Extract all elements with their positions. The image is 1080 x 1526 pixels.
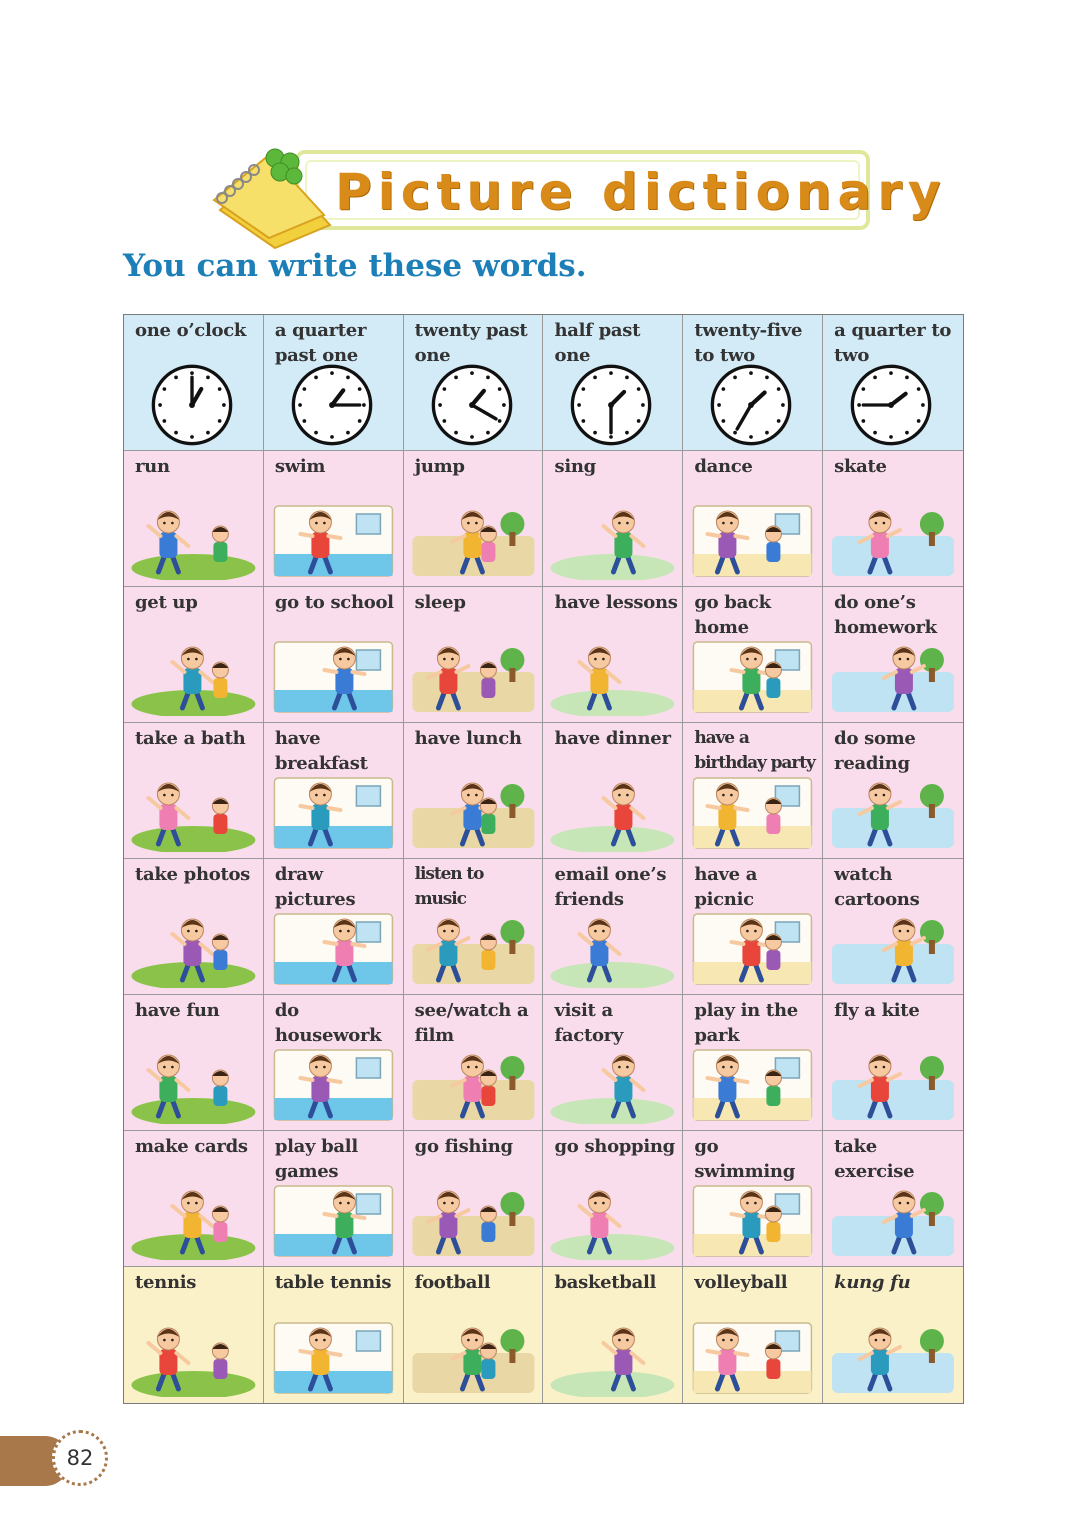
activity-illustration: [128, 768, 259, 852]
word-label: take exercise: [834, 1136, 915, 1182]
word-cell: [404, 723, 544, 859]
word-cell: [683, 723, 823, 859]
word-cell: [124, 587, 264, 723]
activity-illustration: [687, 904, 818, 988]
activity-illustration: [128, 632, 259, 716]
activity-illustration-icon: [547, 1040, 678, 1124]
activity-illustration-icon: [827, 904, 959, 988]
word-cell: [543, 859, 683, 995]
word-cell: [543, 1131, 683, 1267]
word-label: listen to music: [414, 864, 484, 909]
activity-illustration-icon: [687, 1040, 818, 1124]
word-label: a quarter to two: [834, 320, 952, 366]
clock-icon: [709, 363, 793, 447]
activity-illustration: [268, 1313, 399, 1397]
word-cell: [683, 1267, 823, 1403]
activity-illustration: [687, 1176, 818, 1260]
activity-illustration-icon: [268, 1176, 399, 1260]
activity-illustration-icon: [827, 768, 959, 852]
word-label: take photos: [135, 864, 251, 885]
word-cell: [264, 1267, 404, 1403]
activity-illustration: [268, 1176, 399, 1260]
activity-illustration: [547, 1313, 678, 1397]
word-cell: [264, 723, 404, 859]
activity-illustration-icon: [268, 632, 399, 716]
activity-illustration-icon: [547, 768, 678, 852]
activity-illustration-icon: [687, 632, 818, 716]
word-label: go back home: [694, 592, 771, 638]
page-number: 82: [66, 1446, 94, 1470]
activity-illustration: [128, 1176, 259, 1260]
word-label: fly a kite: [834, 1000, 920, 1021]
activity-illustration-icon: [687, 904, 818, 988]
word-cell: [404, 1267, 544, 1403]
word-cell: [264, 451, 404, 587]
word-label: have dinner: [554, 728, 671, 749]
activity-illustration-icon: [547, 632, 678, 716]
activity-illustration: [408, 1176, 539, 1260]
word-label: swim: [274, 456, 326, 477]
activity-illustration-icon: [547, 904, 678, 988]
word-cell: [404, 995, 544, 1131]
word-label: go shopping: [554, 1136, 675, 1157]
clock-cell: [823, 315, 963, 451]
word-label: skate: [834, 456, 887, 477]
word-cell: [124, 859, 264, 995]
clock-cell: [683, 315, 823, 451]
word-cell: [823, 995, 963, 1131]
clock-cell: [543, 315, 683, 451]
activity-illustration-icon: [128, 632, 259, 716]
activity-illustration-icon: [408, 1176, 539, 1260]
word-label: have fun: [135, 1000, 220, 1021]
clock-icon: [150, 363, 234, 447]
activity-illustration-icon: [128, 904, 259, 988]
word-cell: [683, 1131, 823, 1267]
word-label: do housework: [274, 1000, 382, 1046]
activity-illustration: [827, 904, 959, 988]
word-label: go swimming: [694, 1136, 795, 1182]
word-label: half past one: [554, 320, 641, 366]
word-label: have lessons: [554, 592, 678, 613]
word-cell: [124, 1267, 264, 1403]
activity-illustration: [827, 496, 959, 580]
clock-icon: [290, 363, 374, 447]
activity-illustration-icon: [128, 496, 259, 580]
word-label: tennis: [135, 1272, 197, 1293]
activity-illustration-icon: [547, 1313, 678, 1397]
activity-illustration: [408, 1040, 539, 1124]
word-label: draw pictures: [274, 864, 356, 910]
word-label: run: [135, 456, 170, 477]
instruction-heading: You can write these words.: [123, 248, 587, 284]
word-cell: [404, 859, 544, 995]
word-label: sing: [554, 456, 596, 477]
clock-icon: [569, 363, 653, 447]
word-cell: [124, 723, 264, 859]
word-label: do some reading: [834, 728, 916, 774]
activity-illustration: [547, 1040, 678, 1124]
word-label: go to school: [274, 592, 394, 613]
activity-illustration-icon: [408, 1040, 539, 1124]
page-number-badge: [52, 1430, 108, 1486]
word-cell: [264, 859, 404, 995]
activity-illustration: [827, 632, 959, 716]
word-label: take a bath: [135, 728, 246, 749]
word-label: email one’s friends: [554, 864, 667, 910]
activity-illustration: [687, 632, 818, 716]
word-cell: [404, 451, 544, 587]
activity-illustration: [827, 768, 959, 852]
word-cell: [543, 723, 683, 859]
activity-illustration: [128, 904, 259, 988]
activity-illustration: [408, 904, 539, 988]
activity-illustration: [128, 1040, 259, 1124]
word-cell: [823, 451, 963, 587]
word-label: visit a factory: [554, 1000, 624, 1046]
word-cell: [543, 587, 683, 723]
word-label: get up: [135, 592, 198, 613]
activity-illustration-icon: [687, 1176, 818, 1260]
activity-illustration: [827, 1313, 959, 1397]
word-cell: [404, 1131, 544, 1267]
activity-illustration: [547, 1176, 678, 1260]
word-cell: [683, 451, 823, 587]
word-label: kung fu: [834, 1272, 911, 1293]
activity-illustration-icon: [408, 632, 539, 716]
word-cell: [264, 1131, 404, 1267]
activity-illustration: [408, 768, 539, 852]
activity-illustration-icon: [268, 768, 399, 852]
word-label: have breakfast: [274, 728, 368, 774]
word-label: volleyball: [694, 1272, 788, 1293]
picture-dictionary-grid: [123, 314, 964, 1404]
activity-illustration: [687, 768, 818, 852]
activity-illustration-icon: [547, 1176, 678, 1260]
activity-illustration-icon: [687, 496, 818, 580]
activity-illustration-icon: [827, 632, 959, 716]
word-label: see/watch a film: [414, 1000, 529, 1046]
word-cell: [543, 451, 683, 587]
clock-cell: [404, 315, 544, 451]
word-label: play ball games: [274, 1136, 358, 1182]
clock-icon: [849, 363, 933, 447]
activity-illustration-icon: [687, 768, 818, 852]
activity-illustration-icon: [408, 496, 539, 580]
word-cell: [683, 587, 823, 723]
word-label: sleep: [414, 592, 466, 613]
word-cell: [823, 587, 963, 723]
activity-illustration: [268, 632, 399, 716]
activity-illustration-icon: [268, 1313, 399, 1397]
word-label: make cards: [135, 1136, 248, 1157]
word-label: dance: [694, 456, 753, 477]
word-cell: [543, 1267, 683, 1403]
activity-illustration-icon: [827, 496, 959, 580]
notebook-clover-icon: [200, 140, 340, 250]
word-label: twenty-five to two: [694, 320, 803, 366]
clock-icon: [430, 363, 514, 447]
word-label: a quarter past one: [274, 320, 367, 366]
word-label: play in the park: [694, 1000, 798, 1046]
activity-illustration-icon: [268, 904, 399, 988]
activity-illustration: [687, 496, 818, 580]
word-label: table tennis: [274, 1272, 392, 1293]
activity-illustration-icon: [827, 1176, 959, 1260]
activity-illustration-icon: [408, 904, 539, 988]
activity-illustration: [128, 496, 259, 580]
word-label: football: [414, 1272, 491, 1293]
word-label: do one’s homework: [834, 592, 937, 638]
word-cell: [683, 995, 823, 1131]
activity-illustration-icon: [128, 1040, 259, 1124]
word-cell: [683, 859, 823, 995]
word-cell: [404, 587, 544, 723]
activity-illustration-icon: [687, 1313, 818, 1397]
activity-illustration-icon: [547, 496, 678, 580]
activity-illustration: [408, 496, 539, 580]
word-cell: [543, 995, 683, 1131]
activity-illustration: [547, 904, 678, 988]
clock-cell: [264, 315, 404, 451]
activity-illustration: [268, 768, 399, 852]
activity-illustration-icon: [128, 1176, 259, 1260]
activity-illustration-icon: [827, 1040, 959, 1124]
word-cell: [264, 587, 404, 723]
word-label: twenty past one: [414, 320, 528, 366]
activity-illustration-icon: [268, 496, 399, 580]
activity-illustration: [547, 632, 678, 716]
activity-illustration: [128, 1313, 259, 1397]
activity-illustration: [408, 632, 539, 716]
word-cell: [124, 1131, 264, 1267]
word-label: watch cartoons: [834, 864, 920, 910]
word-label: have lunch: [414, 728, 522, 749]
word-cell: [823, 723, 963, 859]
word-label: one o’clock: [135, 320, 247, 341]
activity-illustration: [408, 1313, 539, 1397]
clock-cell: [124, 315, 264, 451]
activity-illustration-icon: [128, 768, 259, 852]
activity-illustration: [687, 1040, 818, 1124]
word-cell: [823, 859, 963, 995]
activity-illustration: [547, 768, 678, 852]
activity-illustration-icon: [408, 1313, 539, 1397]
word-cell: [264, 995, 404, 1131]
activity-illustration: [268, 1040, 399, 1124]
word-label: go fishing: [414, 1136, 513, 1157]
activity-illustration-icon: [128, 1313, 259, 1397]
activity-illustration: [827, 1040, 959, 1124]
activity-illustration: [827, 1176, 959, 1260]
word-label: basketball: [554, 1272, 657, 1293]
activity-illustration: [268, 496, 399, 580]
activity-illustration: [687, 1313, 818, 1397]
word-cell: [124, 451, 264, 587]
activity-illustration-icon: [827, 1313, 959, 1397]
title-banner: [200, 140, 947, 250]
activity-illustration-icon: [268, 1040, 399, 1124]
word-label: have a picnic: [694, 864, 758, 910]
activity-illustration-icon: [408, 768, 539, 852]
activity-illustration: [268, 904, 399, 988]
page-title: Picture dictionary: [335, 163, 947, 221]
word-cell: [124, 995, 264, 1131]
word-label: have a birthday party: [694, 728, 815, 773]
activity-illustration: [547, 496, 678, 580]
word-label: jump: [414, 456, 465, 477]
word-cell: [823, 1267, 963, 1403]
word-cell: [823, 1131, 963, 1267]
